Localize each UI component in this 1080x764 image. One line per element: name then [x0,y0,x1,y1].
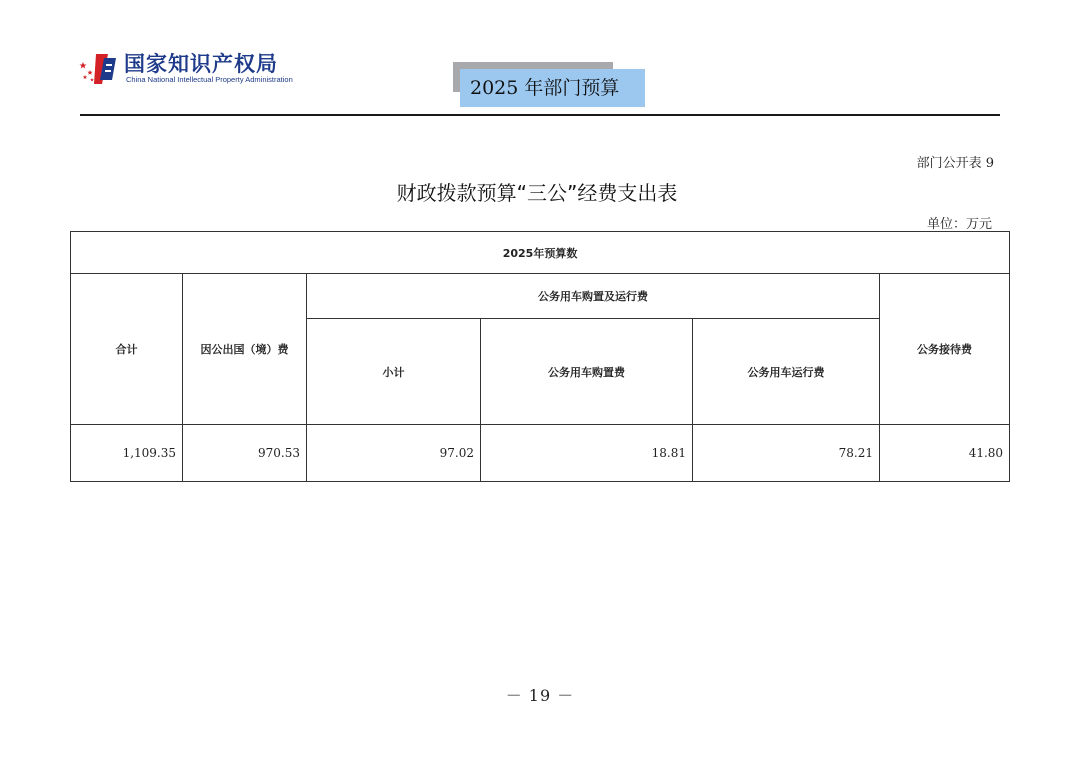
header-vehicle-operation: 公务用车运行费 [693,319,880,425]
header-total: 合计 [71,274,183,425]
table-header-row [71,274,1010,319]
header-divider [80,114,1000,116]
logo-english-name: China National Intellectual Property Administration [126,75,293,84]
table-row [71,425,1010,482]
unit-label: 单位：万元 [926,217,992,232]
budget-year-badge: 2025 年部门预算 [460,69,645,107]
cell-vehicle-operation: 78.21 [693,425,880,482]
cell-abroad: 970.53 [183,425,307,482]
cnipa-logo [78,46,318,90]
header-abroad: 因公出国（境）费 [183,274,307,425]
logo-chinese-name: 国家知识产权局 [124,52,278,76]
header-vehicle-subtotal: 小计 [307,319,481,425]
cnipa-emblem-icon [78,50,122,86]
cell-vehicle-subtotal: 97.02 [307,425,481,482]
three-public-expenses-table [70,231,1010,482]
cell-vehicle-purchase: 18.81 [481,425,693,482]
budget-year-header: 2025年预算数 [71,232,1010,274]
cell-reception: 41.80 [880,425,1010,482]
table-header-row [71,232,1010,274]
header-reception: 公务接待费 [880,274,1010,425]
cell-total: 1,109.35 [71,425,183,482]
table-number: 部门公开表 9 [916,156,994,171]
header-vehicle-group: 公务用车购置及运行费 [307,274,880,319]
page-title: 财政拨款预算“三公”经费支出表 [396,181,678,205]
header-vehicle-purchase: 公务用车购置费 [481,319,693,425]
page-number: － 19 － [505,686,575,705]
